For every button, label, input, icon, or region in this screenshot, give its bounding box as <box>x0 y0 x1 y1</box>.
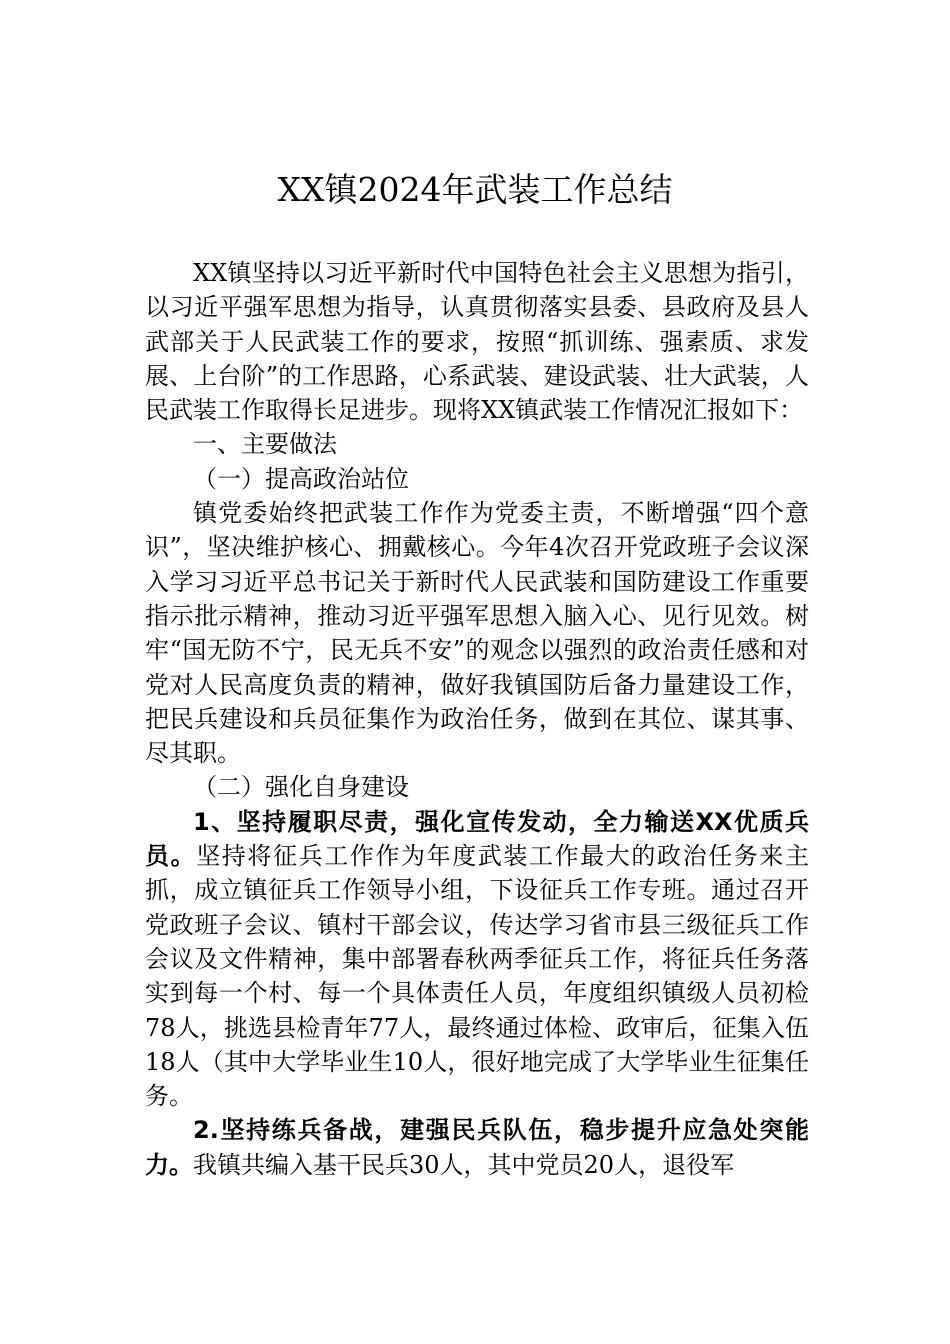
subsection-heading-2: （二）强化自身建设 <box>193 773 409 802</box>
item-lead-1: 1、坚持履职尽责，强化宣传发动，全力输送XX优质兵员。 <box>145 807 809 871</box>
intro-paragraph: XX镇坚持以习近平新时代中国特色社会主义思想为指引，以习近平强军思想为指导，认真贯彻落实县委、县政府及县人武部关于人民武装工作的要求，按照“抓训练、强素质、求发展、上台阶”的工作思路，心系武装、建设武装、壮大武装，人民武装工作取得长足进步。现将XX镇武装工作情况汇报如下： <box>145 259 809 425</box>
item-text-1: 坚持将征兵工作作为年度武装工作最大的政治任务来主抓，成立镇征兵工作领导小组，下设征兵工作专班。通过召开党政班子会议、镇村干部会议，传达学习省市县三级征兵工作会议及文件精神，集中部署春秋两季征兵工作，将征兵任务落实到每一个村、每一个具体责任人员，年度组织镇级人员初检78人，挑选县检青年77人，最终通过体检、政审后，征集入伍18人（其中大学毕业生10人，很好地完成了大学毕业生征集任务。 <box>145 842 810 1111</box>
subsection-paragraph-1: 镇党委始终把武装工作作为党委主责，不断增强“四个意识”，坚决维护核心、拥戴核心。今年4次召开党政班子会议深入学习习近平总书记关于新时代人民武装和国防建设工作重要指示批示精神，推动习近平强军思想入脑入心、见行见效。树牢“国无防不宁，民无兵不安”的观念以强烈的政治责任感和对党对人民高度负责的精神，做好我镇国防后备力量建设工作，把民兵建设和兵员征集作为政治任务，做到在其位、谋其事、尽其职。 <box>145 499 809 768</box>
subsection-heading-1: （一）提高政治站位 <box>193 464 409 493</box>
document-title: XX镇2024年武装工作总结 <box>277 170 673 209</box>
item-paragraph-1 <box>145 805 809 1114</box>
section-heading: 一、主要做法 <box>193 430 337 459</box>
document-body <box>145 256 809 1182</box>
item-text-2: 我镇共编入基干民兵30人，其中党员20人，退役军 <box>193 1150 735 1179</box>
item-lead-2: 2.坚持练兵备战，建强民兵队伍，稳步提升应急处突能力。 <box>145 1116 809 1179</box>
item-paragraph-2 <box>145 1113 809 1182</box>
